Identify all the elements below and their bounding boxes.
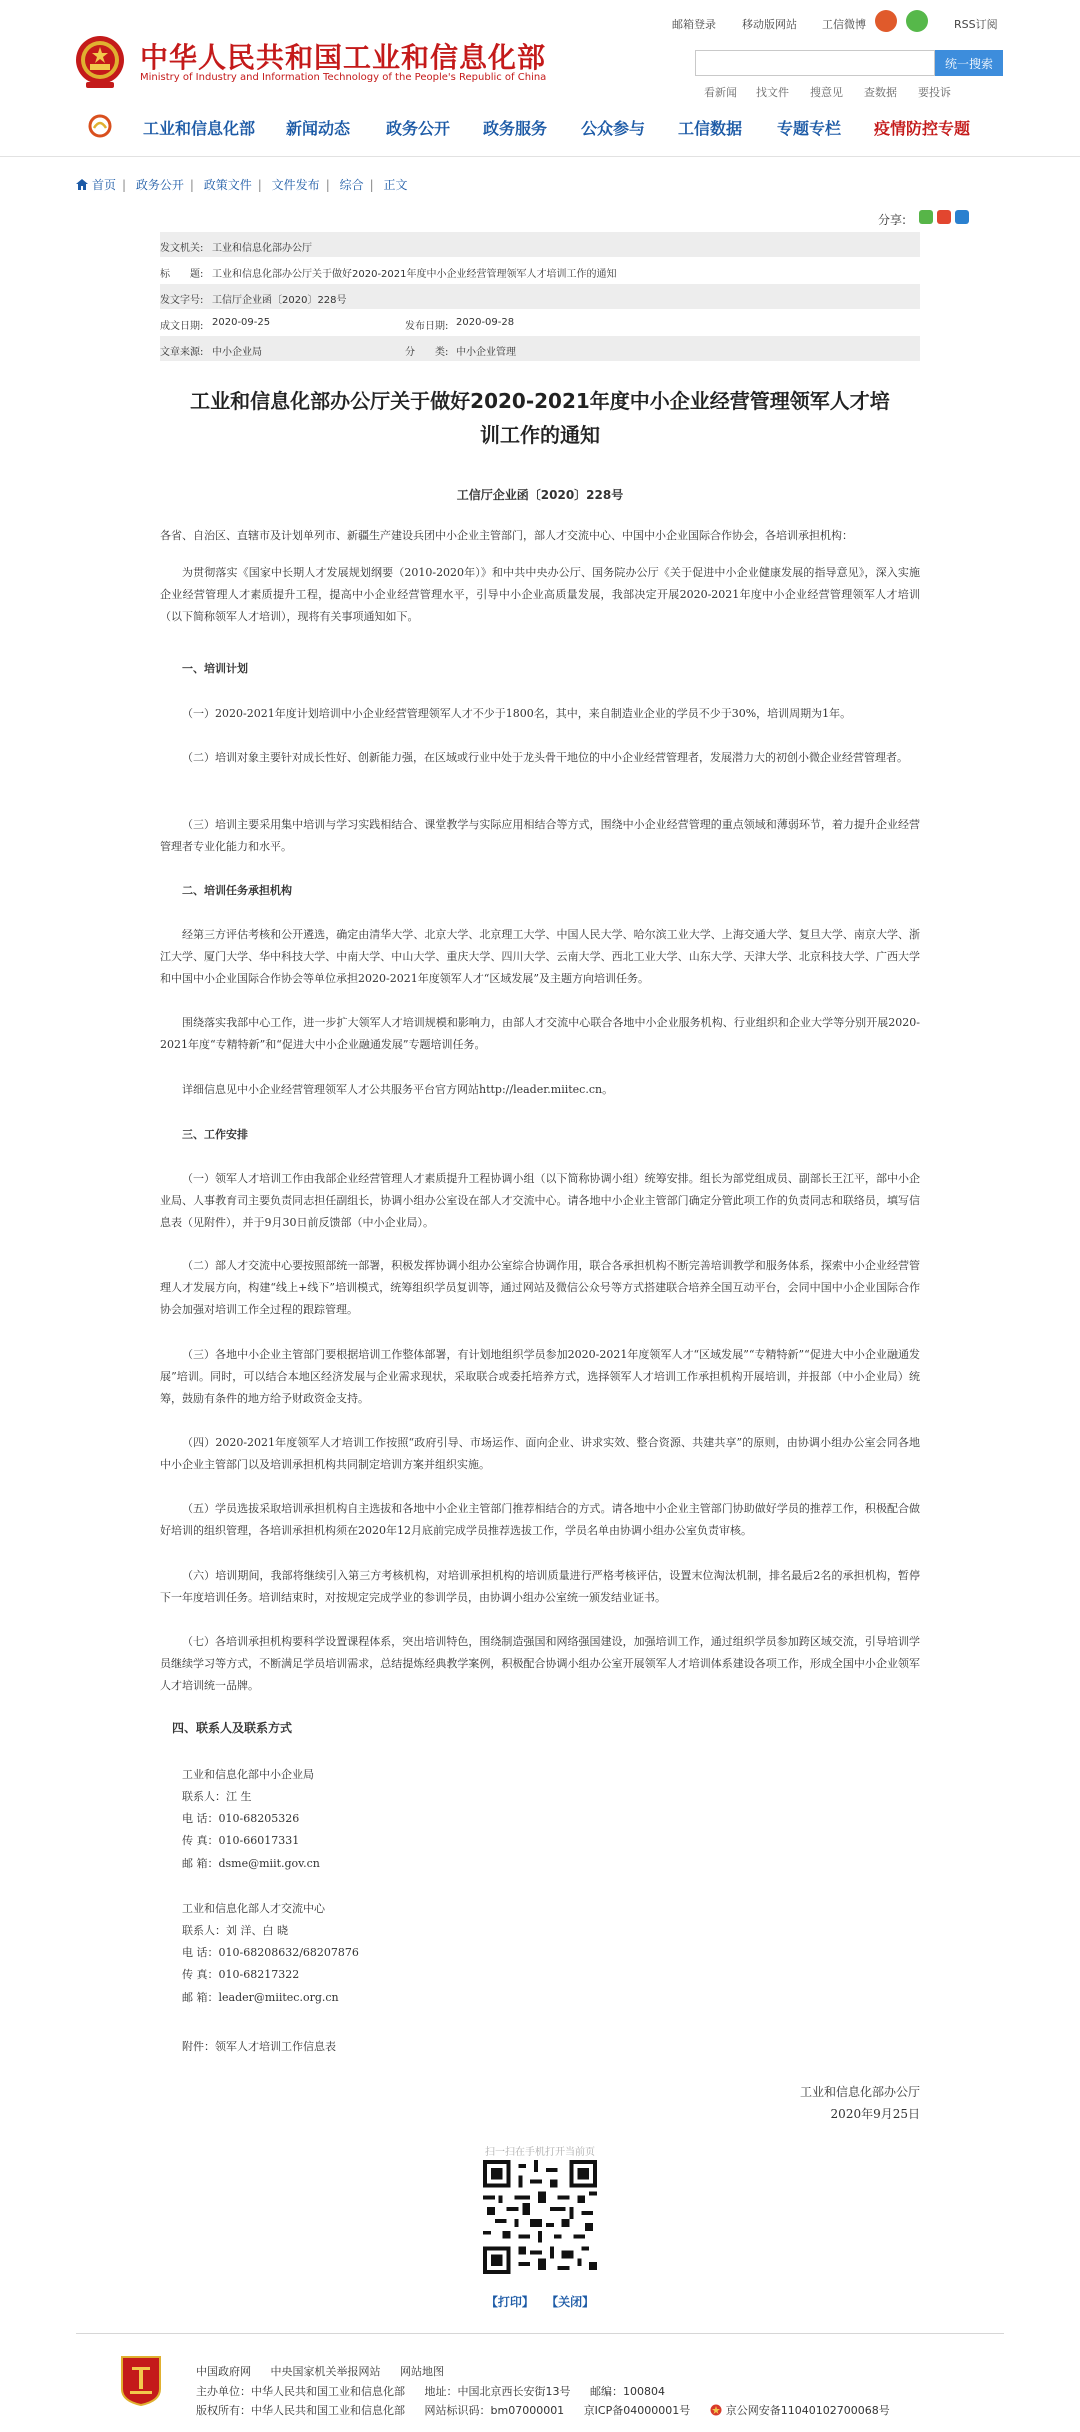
- share-label: 分享:: [878, 213, 907, 227]
- paragraph: （四）2020-2021年度领军人才培训工作按照“政府引导、市场运作、面向企业、讲求实效、整合资源、共建共享”的原则，由协调小组办公室会同各地中小企业主管部门以及培训承担机构共同制定培训方案并组织实施。: [160, 1436, 920, 1471]
- footer-police[interactable]: [710, 2404, 890, 2417]
- meta-category: 中小企业管理: [456, 347, 516, 358]
- footer-divider: [76, 2333, 1004, 2334]
- paragraph: （五）学员选拔采取培训承担机构自主选拔和各地中小企业主管部门推荐相结合的方式。请各地中小企业主管部门协助做好学员的推荐工作，积极配合做好培训的组织管理，各培训承担机构须在2020年12月底前完成学员推荐选拔工作，学员名单由协调小组办公室负责审核。: [160, 1502, 920, 1537]
- meta-row-docno: [160, 284, 920, 310]
- footer-icp[interactable]: 京ICP备04000001号: [583, 2404, 691, 2417]
- contact-person: 联系人：刘 洋、白 晓: [182, 1924, 288, 1937]
- sign-date: 2020年9月25日: [830, 2107, 920, 2121]
- contact-email: 邮 箱：leader@miitec.org.cn: [182, 1991, 339, 2004]
- close-button[interactable]: 【关闭】: [546, 2295, 595, 2309]
- meta-label: 发文字号:: [160, 295, 204, 306]
- site-name-en: Ministry of Industry and Information Technology of the People's Republic of China: [140, 72, 547, 83]
- paragraph: （六）培训期间，我部将继续引入第三方考核机构，对培训承担机构的培训质量进行严格考核评估，设置末位淘汰机制，排名最后2名的承担机构，暂停下一年度培训任务。培训结束时，对按规定完成学业的参训学员，由协调小组办公室统一颁发结业证书。: [160, 1569, 920, 1604]
- hotword-news[interactable]: 看新闻: [704, 86, 737, 99]
- meta-title: 工业和信息化部办公厅关于做好2020-2021年度中小企业经营管理领军人才培训工作的通知: [212, 269, 617, 280]
- footer-host-line: [196, 2383, 681, 2399]
- paragraph: （三）各地中小企业主管部门要根据培训工作整体部署，有计划地组织学员参加2020-2021年度领军人才“区域发展”“专精特新”“促进大中小企业融通发展”培训。同时，可以结合本地区经济发展与企业需求现状，采取联合或委托培养方式，选择领军人才培训工作承担机构开展培训，并报部（中小企业局）统筹，鼓励有条件的地方给予财政资金支持。: [160, 1348, 920, 1405]
- contact-fax: 传 真：010-68217322: [182, 1968, 300, 1981]
- footer-links: [196, 2363, 460, 2379]
- paragraph: （七）各培训承担机构要科学设置课程体系，突出培训特色，围绕制造强国和网络强国建设，加强培训工作，通过组织学员参加跨区域交流，引导培训学员继续学习等方式，不断满足学员培训需求，总结提炼经典教学案例，积极配合协调小组办公室开展领军人才培训体系建设各项工作，形成全国中小企业领军人才培训统一品牌。: [160, 1635, 920, 1692]
- meta-label: 标 题:: [160, 269, 204, 280]
- attachment-link[interactable]: 附件：领军人才培训工作信息表: [182, 2040, 336, 2053]
- meta-docno: 工信厅企业函〔2020〕228号: [212, 295, 347, 306]
- footer-link-gov[interactable]: 中国政府网: [196, 2365, 251, 2378]
- weibo-icon[interactable]: [875, 10, 897, 32]
- meta-published: 2020-09-28: [456, 317, 515, 328]
- breadcrumb-current: 正文: [383, 178, 408, 192]
- footer-link-report[interactable]: 中央国家机关举报网站: [270, 2365, 381, 2378]
- meta-issuer: 工业和信息化部办公厅: [212, 243, 312, 254]
- footer-copyright: 版权所有：中华人民共和国工业和信息化部: [196, 2404, 405, 2417]
- breadcrumb-gov-affairs[interactable]: 政务公开: [135, 178, 184, 192]
- intro-paragraph: 为贯彻落实《国家中长期人才发展规划纲要（2010-2020年）》和中共中央办公厅、国务院办公厅《关于促进中小企业健康发展的指导意见》，深入实施企业经营管理人才素质提升工程，提高中小企业经营管理水平，引导中小企业高质量发展，我部决定开展2020-2021年度中小企业经营管理领军人才培训（以下简称领军人才培训），现将有关事项通知如下。: [160, 566, 920, 623]
- nav-gov-services[interactable]: 政务服务: [483, 119, 548, 138]
- contact-org: 工业和信息化部中小企业局: [182, 1768, 314, 1781]
- hotword-opinions[interactable]: 搜意见: [810, 86, 843, 99]
- contact-email: 邮 箱：dsme@miit.gov.cn: [182, 1857, 320, 1870]
- email-login-link[interactable]: 邮箱登录: [672, 18, 716, 31]
- weibo-link[interactable]: 工信微博: [822, 18, 866, 31]
- section-heading: 三、工作安排: [182, 1128, 248, 1141]
- breadcrumb-home[interactable]: 首页: [92, 178, 117, 192]
- print-button[interactable]: 【打印】: [485, 2295, 534, 2309]
- section-heading: 四、联系人及联系方式: [172, 1721, 293, 1735]
- home-icon: [76, 179, 88, 190]
- hotword-files[interactable]: 找文件: [756, 86, 789, 99]
- contact-phone: 电 话：010-68205326: [182, 1812, 300, 1825]
- paragraph: （一）领军人才培训工作由我部企业经营管理人才素质提升工程协调小组（以下简称协调小组）统筹安排。组长为部党组成员、副部长王江平，部中小企业局、人事教育司主要负责同志担任副组长，协调小组办公室设在部人才交流中心。请各地中小企业主管部门确定分管此项工作的负责同志和联络员，填写信息表（见附件），并于9月30日前反馈部（中小企业局）。: [160, 1172, 920, 1229]
- article-title: [180, 384, 900, 452]
- site-name-cn[interactable]: 中华人民共和国工业和信息化部: [140, 41, 547, 74]
- footer-police-text: 京公网安备11040102700068号: [725, 2404, 890, 2417]
- qr-code-icon: [483, 2160, 597, 2274]
- nav-miit[interactable]: 工业和信息化部: [143, 119, 256, 138]
- nav-epidemic[interactable]: 疫情防控专题: [874, 119, 971, 138]
- document-meta-table: [160, 232, 920, 362]
- meta-label: 文章来源:: [160, 347, 204, 358]
- wechat-share-icon[interactable]: [919, 210, 933, 224]
- section-heading: 一、培训计划: [182, 662, 248, 675]
- search-input[interactable]: [695, 50, 935, 76]
- paragraph: 围绕落实我部中心工作，进一步扩大领军人才培训规模和影响力，由部人才交流中心联合各地中小企业服务机构、行业组织和企业大学等分别开展2020-2021年度“专精特新”和“促进大中小企业融通发展”专题培训任务。: [160, 1016, 920, 1051]
- nav-gov-affairs[interactable]: 政务公开: [386, 119, 451, 138]
- meta-created: 2020-09-25: [212, 317, 271, 328]
- contact-person: 联系人：江 生: [182, 1790, 252, 1803]
- header-divider: [0, 156, 1080, 157]
- salutation: 各省、自治区、直辖市及计划单列市、新疆生产建设兵团中小企业主管部门，部人才交流中心、中国中小企业国际合作协会，各培训承担机构：: [160, 529, 853, 542]
- hotword-complaint[interactable]: 要投诉: [918, 86, 951, 99]
- nav-news[interactable]: 新闻动态: [286, 119, 351, 138]
- mobile-site-link[interactable]: 移动版网站: [742, 18, 797, 31]
- qr-caption: 扫一扫在手机打开当前页: [485, 2147, 595, 2158]
- meta-label: 发文机关:: [160, 243, 204, 254]
- rss-link[interactable]: RSS订阅: [954, 18, 998, 31]
- meta-row-dates: [160, 310, 920, 336]
- meta-row-source: [160, 336, 920, 362]
- party-badge-icon[interactable]: [118, 2355, 164, 2407]
- nav-public-participation[interactable]: 公众参与: [581, 119, 646, 138]
- footer-copyright-line: [196, 2402, 906, 2418]
- contact-fax: 传 真：010-66017331: [182, 1834, 300, 1847]
- article-title-line: 工业和信息化部办公厅关于做好2020-2021年度中小企业经营管理领军人才培: [190, 389, 890, 413]
- paragraph: （三）培训主要采用集中培训与学习实践相结合、课堂教学与实际应用相结合等方式，围绕中小企业经营管理的重点领域和薄弱环节，着力提升企业经营管理者专业化能力和水平。: [160, 818, 920, 853]
- page-actions: [0, 2293, 1080, 2310]
- qq-share-icon[interactable]: [955, 210, 969, 224]
- police-badge-icon: [710, 2404, 722, 2416]
- unified-search-button[interactable]: 统一搜索: [935, 50, 1003, 76]
- breadcrumb-releases[interactable]: 文件发布: [271, 178, 320, 192]
- meta-row-title: [160, 258, 920, 284]
- meta-label: 分 类:: [405, 347, 449, 358]
- paragraph: （二）培训对象主要针对成长性好、创新能力强，在区域或行业中处于龙头骨干地位的中小企业经营管理者，发展潜力大的初创小微企业经营管理者。: [182, 751, 908, 764]
- article-docno: 工信厅企业函〔2020〕228号: [456, 488, 624, 502]
- footer-address: 地址：中国北京西长安街13号: [424, 2385, 571, 2398]
- footer-host: 主办单位：中华人民共和国工业和信息化部: [196, 2385, 405, 2398]
- footer-link-sitemap[interactable]: 网站地图: [400, 2365, 444, 2378]
- paragraph: （一）2020-2021年度计划培训中小企业经营管理领军人才不少于1800名，其中，来自制造业企业的学员不少于30%，培训周期为1年。: [182, 707, 852, 720]
- meta-label: 发布日期:: [405, 321, 449, 332]
- breadcrumb: 首页 | 政务公开 | 政策文件 | 文件发布 | 综合 | 正文: [76, 176, 413, 193]
- article-title-line: 训工作的通知: [480, 423, 600, 447]
- contact-org: 工业和信息化部人才交流中心: [182, 1902, 325, 1915]
- national-emblem-icon[interactable]: [74, 34, 126, 90]
- nav-special-topics[interactable]: 专题专栏: [777, 119, 842, 138]
- site-header: [0, 0, 1080, 155]
- footer-site-id: 网站标识码：bm07000001: [424, 2404, 565, 2417]
- paragraph: 经第三方评估考核和公开遴选，确定由清华大学、北京大学、北京理工大学、中国人民大学、哈尔滨工业大学、上海交通大学、复旦大学、南京大学、浙江大学、厦门大学、华中科技大学、中南大学、中山大学、重庆大学、四川大学、云南大学、西北工业大学、山东大学、天津大学、北京科技大学、广西大学和中国中小企业国际合作协会等单位承担2020-2021年度领军人才“区域发展”及主题方向培训任务。: [160, 928, 920, 985]
- wechat-icon[interactable]: [906, 10, 928, 32]
- section-heading: 二、培训任务承担机构: [182, 884, 292, 897]
- breadcrumb-general[interactable]: 综合: [339, 178, 364, 192]
- paragraph: （二）部人才交流中心要按照部统一部署，积极发挥协调小组办公室综合协调作用，联合各承担机构不断完善培训教学和服务体系，探索中小企业经营管理人才发展方向，构建“线上+线下”培训模式，统筹组织学员复训等，通过网站及微信公众号等方式搭建联合培养全国互动平台，会同中国中小企业国际合作协会加强对培训工作全过程的跟踪管理。: [160, 1259, 920, 1316]
- footer-postcode: 邮编：100804: [590, 2385, 665, 2398]
- meta-label: 成文日期:: [160, 321, 204, 332]
- signature: 工业和信息化部办公厅: [799, 2085, 920, 2099]
- paragraph: 详细信息见中小企业经营管理领军人才公共服务平台官方网站http://leader.miitec.cn。: [182, 1083, 614, 1096]
- meta-row-issuer: [160, 232, 920, 258]
- hotword-data[interactable]: 查数据: [864, 86, 897, 99]
- miit-logo-icon[interactable]: [88, 114, 112, 138]
- contact-phone: 电 话：010-68208632/68207876: [182, 1946, 359, 1959]
- weibo-share-icon[interactable]: [937, 210, 951, 224]
- nav-data[interactable]: 工信数据: [678, 119, 743, 138]
- breadcrumb-policy[interactable]: 政策文件: [203, 178, 252, 192]
- meta-source: 中小企业局: [212, 347, 262, 358]
